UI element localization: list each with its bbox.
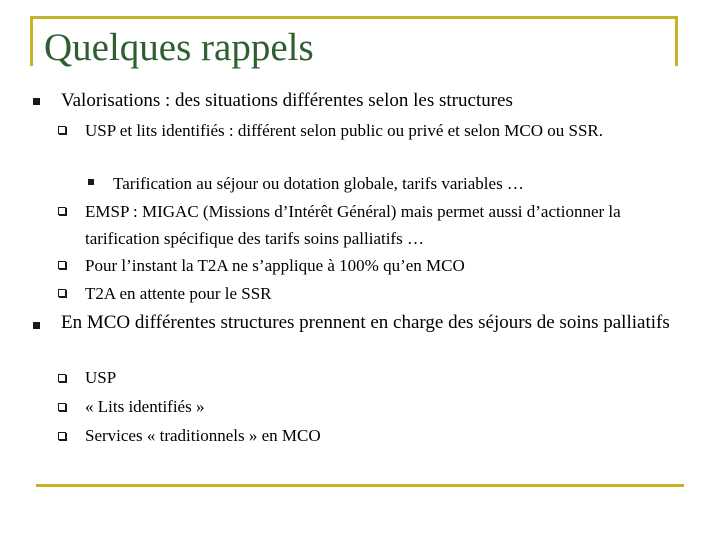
level2-item: USP <box>85 368 117 387</box>
square-bullet-icon <box>33 322 40 329</box>
box-bullet-icon <box>58 432 66 440</box>
slide-title: Quelques rappels <box>44 26 314 69</box>
frame-left-border <box>30 16 33 66</box>
level2-item: Pour l’instant la T2A ne s’applique à 100% qu’en MCO <box>85 256 465 275</box>
box-bullet-icon <box>58 126 66 134</box>
box-bullet-icon <box>58 403 66 411</box>
level2-item: T2A en attente pour le SSR <box>85 284 272 303</box>
level2-item: EMSP : MIGAC (Missions d’Intérêt Général) mais permet aussi d’actionner la tarification spécifique des tarifs soins palliatifs … <box>85 202 621 248</box>
frame-top-border <box>30 16 678 19</box>
square-bullet-icon <box>33 98 40 105</box>
box-bullet-icon <box>58 289 66 297</box>
box-bullet-icon <box>58 261 66 269</box>
level1-item: Valorisations : des situations différentes selon les structures <box>61 90 513 111</box>
box-bullet-icon <box>58 374 66 382</box>
level2-item: Services « traditionnels » en MCO <box>85 426 321 445</box>
bottom-rule <box>36 484 684 487</box>
level3-item: Tarification au séjour ou dotation globale, tarifs variables … <box>113 174 524 193</box>
box-bullet-icon <box>58 207 66 215</box>
square-bullet-icon <box>88 179 94 185</box>
level1-item: En MCO différentes structures prennent en charge des séjours de soins palliatifs <box>61 312 670 333</box>
level2-item: « Lits identifiés » <box>85 397 205 416</box>
frame-right-border <box>675 16 678 66</box>
level2-item: USP et lits identifiés : différent selon public ou privé et selon MCO ou SSR. <box>85 121 603 140</box>
